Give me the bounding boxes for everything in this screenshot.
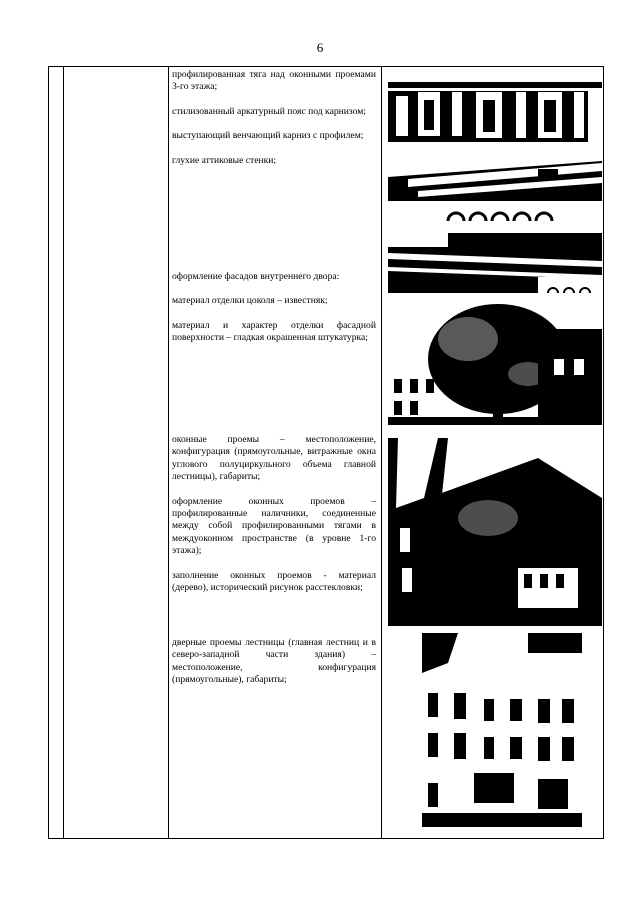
monument-features-table xyxy=(48,66,604,839)
feature-item: заполнение оконных проемов - материал (дерево), исторический рисунок расстекловки; xyxy=(172,569,376,594)
courtyard-tree-photo xyxy=(388,299,602,425)
feature-item: глухие аттиковые стенки; xyxy=(172,154,277,166)
feature-item: материал отделки цоколя – известняк; xyxy=(172,295,328,307)
column-divider xyxy=(63,67,64,838)
feature-item: стилизованный аркатурный пояс под карнизом; xyxy=(172,105,366,117)
feature-item: оформление фасадов внутреннего двора: xyxy=(172,271,340,282)
facade-window-pilasters-photo xyxy=(388,70,602,142)
page-number: 6 xyxy=(316,40,324,55)
feature-item: материал и характер отделки фасадной поверхности – гладкая окрашенная штукатурка; xyxy=(172,319,376,344)
feature-item: оконные проемы – местоположение, конфигурация (прямоугольные, витражные окна углового полуциркульного объема главной лестницы), габариты; xyxy=(172,434,376,483)
attic-cornice-photo xyxy=(388,233,602,293)
courtyard-doors-photo xyxy=(388,633,602,827)
feature-item: профилированная тяга над оконными проемами 3-го этажа; xyxy=(172,69,376,93)
courtyard-windows-photo xyxy=(388,438,602,626)
feature-item: дверные проемы лестницы (главная лестниц и в северо-западной части здания) – местоположение, конфигурация (прямоугольные), габариты; xyxy=(172,637,376,686)
feature-description-block xyxy=(172,434,376,594)
feature-description-block xyxy=(172,69,376,167)
feature-item: выступающий венчающий карниз с профилем; xyxy=(172,130,364,142)
feature-item: оформление оконных проемов – профилированные наличники, соединенные между собой профилированными тягами в междуоконном пространстве (в уровне 1-го этажа); xyxy=(172,495,376,557)
feature-description-block xyxy=(172,637,376,687)
column-divider xyxy=(381,67,382,838)
cornice-arcature-photo xyxy=(388,149,602,221)
feature-description-block xyxy=(172,271,376,345)
column-divider xyxy=(168,67,169,838)
